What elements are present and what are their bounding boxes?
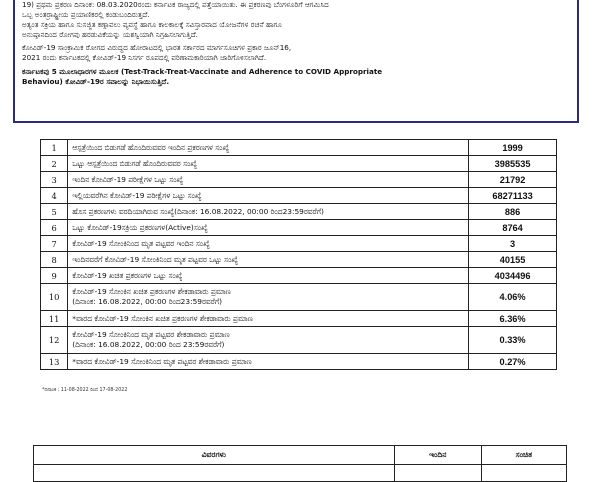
- stats-row: [41, 252, 557, 268]
- row-description: [68, 156, 469, 172]
- row-number: 11: [41, 311, 68, 327]
- row-value: 886: [469, 204, 557, 220]
- row-value: 1999: [469, 140, 557, 156]
- stats-row: [41, 220, 557, 236]
- stats-row: [41, 284, 557, 311]
- intro-line: ಕರ್ನಾಟಕವು 5 ಮೂಲಾಧಾರಗಳ ಮೂಲಕ (Test-Track-Treat-Vaccinate and Adherence to COVID Appropriate: [22, 67, 383, 77]
- details-header-row: [34, 446, 567, 465]
- details-header-cumulative: ಸಂಚಿತ: [481, 446, 566, 465]
- row-number: 4: [41, 188, 68, 204]
- row-value: 3985535: [469, 156, 557, 172]
- row-number: 5: [41, 204, 68, 220]
- stats-row: [41, 311, 557, 327]
- stats-row: [41, 327, 557, 354]
- stats-row: [41, 156, 557, 172]
- intro-line: 19) ಪ್ರಥಮ ಪ್ರಕರಣ ದಿನಾಂಕ: 08.03.2020ರಂದು ಕರ್ನಾಟಕ ರಾಜ್ಯದಲ್ಲಿ ಪತ್ತೆಯಾಯಿತು. ಈ ಪ್ರಕರಣವು ಬೆಂಗಳೂರಿಗೆ ಆಗಮಿಸಿದ: [22, 0, 329, 9]
- details-row: [34, 465, 567, 482]
- stats-row: [41, 188, 557, 204]
- row-description-line: ಕೋವಿಡ್-19 ಸೋಂಕಿನಿಂದ ಮೃತ ಪಟ್ಟವರ ಶೇಕಡಾವಾರು ಪ್ರಮಾಣ: [72, 330, 230, 339]
- row-value: 0.33%: [469, 327, 557, 354]
- row-description-line: ಕೋವಿಡ್-19 ಸೋಂಕಿನಿಂದ ಮೃತ ಪಟ್ಟವರ ಇಂದಿನ ಸಂಖ್ಯೆ: [72, 238, 210, 248]
- intro-line: 2021 ರಂದು ಕರ್ನಾಟಕದಲ್ಲಿ ಕೋವಿಡ್-19 ನಿಸರ್ಗ ರೂಪದಲ್ಲಿ ಪರಿಣಾಮಕಾರಿಯಾಗಿ ಜಾರಿಗೊಳಿಸಲಾಗಿದೆ.: [22, 53, 267, 63]
- details-header-today: ಇಂದಿನ: [394, 446, 481, 465]
- row-description: [68, 284, 469, 311]
- details-header-label: ವಿವರಗಳು: [34, 446, 395, 465]
- row-description: [68, 252, 469, 268]
- row-number: 8: [41, 252, 68, 268]
- row-description-line: ಒಟ್ಟು ಆಸ್ಪತ್ರೆಯಿಂದ ಬಿಡುಗಡೆ ಹೊಂದಿರುವವರ ಸಂಖ್ಯೆ: [72, 158, 197, 168]
- row-number: 9: [41, 268, 68, 284]
- row-description-date: (ದಿನಾಂಕ: 16.08.2022, 00:00 ರಿಂದ 23:59ರವರೆಗೆ): [72, 340, 225, 349]
- row-value: 4034496: [469, 268, 557, 284]
- details-cell: [34, 465, 395, 482]
- row-description: [68, 172, 469, 188]
- row-number: 1: [41, 140, 68, 156]
- details-cell: [481, 465, 566, 482]
- row-number: 7: [41, 236, 68, 252]
- row-description-line: ಕೋವಿಡ್-19 ಸೋಂಕಿನ ಖಚಿತ ಪ್ರಕರಣಗಳ ಶೇಕಡಾವಾರು ಪ್ರಮಾಣ: [72, 287, 231, 296]
- row-number: 12: [41, 327, 68, 354]
- row-value: 40155: [469, 252, 557, 268]
- stats-row: [41, 172, 557, 188]
- row-description: [68, 354, 469, 370]
- row-value: 3: [469, 236, 557, 252]
- details-cell: [394, 465, 481, 482]
- stats-row: [41, 354, 557, 370]
- row-number: 3: [41, 172, 68, 188]
- row-number: 10: [41, 284, 68, 311]
- intro-line: ಕೋವಿಡ್-19 ಸಾಂಕ್ರಾಮಿಕ ರೋಗದ ವಿರುದ್ಧದ ಹೋರಾಟದಲ್ಲಿ ಭಾರತ ಸರ್ಕಾರದ ಮಾರ್ಗಸೂಚಿಗಳ ಪ್ರಕಾರ ಜೂನ್16,: [22, 43, 292, 53]
- row-number: 2: [41, 156, 68, 172]
- row-description-date: (ದಿನಾಂಕ: 16.08.2022, 00:00 ರಿಂದ23:59ರವರೆಗೆ): [72, 297, 223, 306]
- intro-line: Behaviou) ಕೋವಿಡ್-19ರ ಸವಾಲನ್ನು ನಿಭಾಯಿಸುತ್ತಿದೆ.: [22, 77, 170, 87]
- intro-line: ಅತ್ಯಂತ ಸಕ್ರಿಯ ಹಾಗೂ ಸುಸಜ್ಜಿತ ಕಣ್ಗಾವಲು ವ್ಯವಸ್ಥೆ ಹಾಗೂ ಕಾಲಕಾಲಕ್ಕೆ ಸವಿಸ್ತಾರವಾದ ಯೋಜನೆಗಳ ರಚನೆ ಹಾಗೂ: [22, 19, 283, 29]
- row-description-line: ಇಂದಿನ ಕೋವಿಡ್-19 ಪರೀಕ್ಷೆಗಳ ಒಟ್ಟು ಸಂಖ್ಯೆ: [72, 174, 184, 184]
- row-description: [68, 327, 469, 354]
- row-description-line: *ವಾರದ ಕೋವಿಡ್-19 ಸೋಂಕಿನಿಂದ ಮೃತ ಪಟ್ಟವರ ಶೇಕಡಾವಾರು ಪ್ರಮಾಣ: [72, 356, 252, 366]
- row-number: 6: [41, 220, 68, 236]
- row-description-line: ಹೊಸ ಪ್ರಕರಣಗಳು ವರದಿಯಾಗಿರುವ ಸಂಖ್ಯೆ(ದಿನಾಂಕ: 16.08.2022, 00:00 ರಿಂದ23:59ರವರೆಗೆ): [72, 206, 324, 216]
- details-table: [33, 445, 567, 482]
- row-value: 68271133: [469, 188, 557, 204]
- row-description: [68, 188, 469, 204]
- footnote: *ದಿನಾಂಕ : 11-08-2022 ರಿಂದ 17-08-2022: [42, 388, 128, 393]
- row-value: 8764: [469, 220, 557, 236]
- row-description: [68, 268, 469, 284]
- row-description-line: ಆಸ್ಪತ್ರೆಯಿಂದ ಬಿಡುಗಡೆ ಹೊಂದಿರುವವರ ಇಂದಿನ ಪ್ರಕರಣಗಳ ಸಂಖ್ಯೆ: [72, 142, 230, 152]
- row-description: [68, 204, 469, 220]
- stats-row: [41, 268, 557, 284]
- covid-stats-table: [40, 139, 557, 370]
- row-number: 13: [41, 354, 68, 370]
- row-description: [68, 140, 469, 156]
- row-description: [68, 311, 469, 327]
- intro-line: ಒಬ್ಬ ಅಂತರ್‍ರಾಷ್ಟ್ರೀಯ ಪ್ರಯಾಣಿಕರಲ್ಲಿ ಕಂಡುಬಂದಿರುತ್ತದೆ.: [22, 9, 150, 19]
- row-value: 4.06%: [469, 284, 557, 311]
- row-description: [68, 236, 469, 252]
- row-value: 0.27%: [469, 354, 557, 370]
- row-description-line: ಕೋವಿಡ್-19 ಖಚಿತ ಪ್ರಕರಣಗಳ ಒಟ್ಟು ಸಂಖ್ಯೆ: [72, 270, 183, 280]
- row-description-line: ಇಂದಿನವರೆಗೆ ಕೋವಿಡ್-19 ಸೋಂಕಿನಿಂದ ಮೃತ ಪಟ್ಟವರ ಒಟ್ಟು ಸಂಖ್ಯೆ: [72, 254, 239, 264]
- intro-text: [22, 0, 578, 87]
- stats-row: [41, 236, 557, 252]
- row-description-line: ಒಟ್ಟು ಕೋವಿಡ್-19ಸಕ್ರಿಯ ಪ್ರಕರಣಗಳ(Active)ಸಂಖ್ಯೆ: [72, 222, 208, 232]
- row-description-line: ಇಲ್ಲಿಯವರೆಗಿನ ಕೋವಿಡ್-19 ಪರೀಕ್ಷೆಗಳ ಒಟ್ಟು ಸಂಖ್ಯೆ: [72, 190, 202, 200]
- stats-row: [41, 140, 557, 156]
- row-description: [68, 220, 469, 236]
- stats-row: [41, 204, 557, 220]
- row-description-line: *ವಾರದ ಕೋವಿಡ್-19 ಸೋಂಕಿನ ಖಚಿತ ಪ್ರಕರಣಗಳ ಶೇಕಡಾವಾರು ಪ್ರಮಾಣ: [72, 313, 253, 323]
- row-value: 6.36%: [469, 311, 557, 327]
- intro-line: ಅನುಷ್ಠಾನದಿಂದ ರೋಗವು ಹರಡುವಿಕೆಯನ್ನು ಯಶಸ್ವಿಯಾಗಿ ನಿಗ್ರಹಿಸಲಾಗುತ್ತಿದೆ.: [22, 29, 198, 39]
- row-value: 21792: [469, 172, 557, 188]
